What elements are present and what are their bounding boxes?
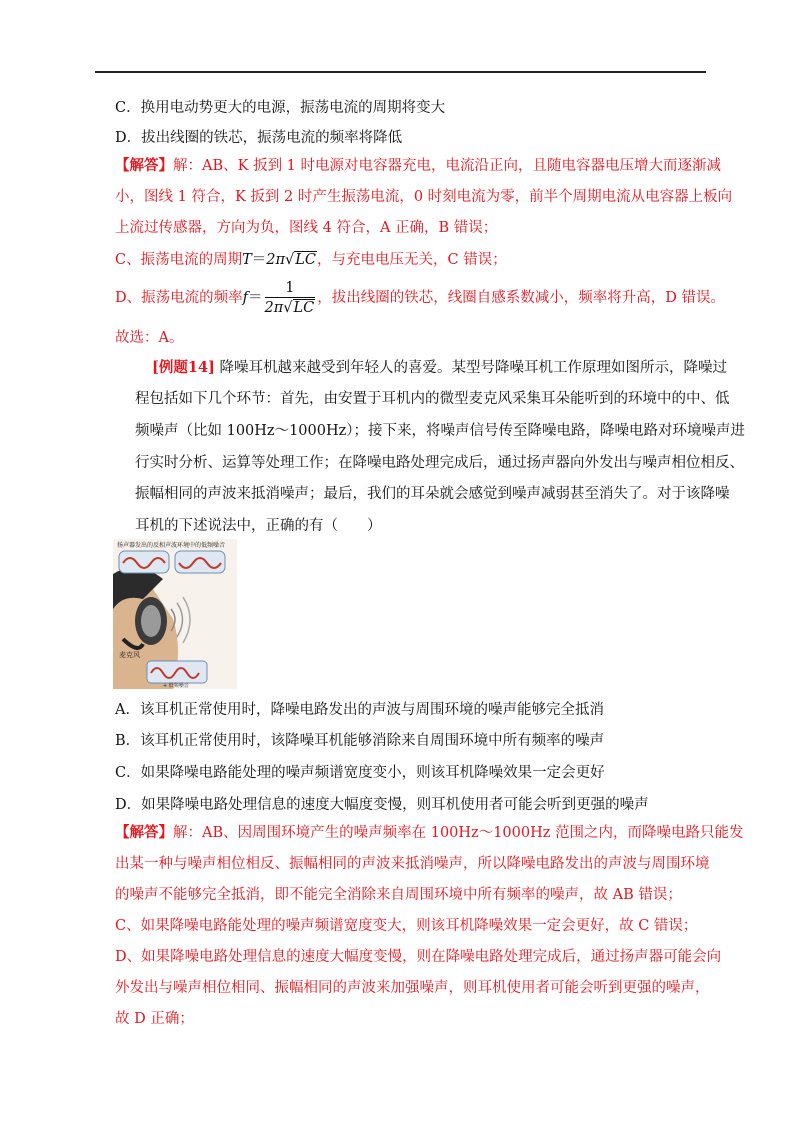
example-tag: [例题14] <box>152 359 215 376</box>
answer1-c-line <box>115 250 507 270</box>
figure-label-mic: 麦克风 <box>119 651 140 659</box>
frequency-formula: f＝ $\frac{1}{2\pi√LC}$ <box>242 279 315 316</box>
answer2-line4: C、如果降噪电路能处理的噪声频谱宽度变大，则该耳机降噪效果一定会更好，故 C 错误； <box>115 918 698 934</box>
header-rule <box>95 71 706 73</box>
figure-label-left: 扬声器发出的反相声波 <box>117 542 178 549</box>
noise-cancelling-headphone-figure <box>113 539 237 689</box>
figure-label-bottom: + 低频噪音 <box>163 683 189 689</box>
answer1-line1 <box>115 156 721 176</box>
answer2-line1: 【解答】解：AB、因周围环境产生的噪声频率在 100Hz～1000Hz 范围之内，而降噪电路只能发 <box>115 824 744 841</box>
option-a: A．该耳机正常使用时，降噪电路发出的声波与周围环境的噪声能够完全抵消 <box>115 702 604 718</box>
example-line3: 频噪声（比如 100Hz～1000Hz）；接下来，将噪声信号传至降噪电路，降噪电路对环境噪声进 <box>135 423 746 439</box>
example-line6: 耳机的下述说法中，正确的有（ ） <box>135 518 382 534</box>
answer1-choice: 故选：A。 <box>115 330 184 346</box>
answer1-line3: 上流过传感器，方向为负，图线 4 符合，A 正确，B 错误； <box>115 220 498 236</box>
example-line1: [例题14] 降噪耳机越来越受到年轻人的喜爱。某型号降噪耳机工作原理如图所示，降噪过 <box>152 359 728 376</box>
answer2-line6: 外发出与噪声相位相同、振幅相同的声波来加强噪声，则耳机使用者可能会听到更强的噪声， <box>115 980 710 996</box>
answer2-line7: 故 D 正确； <box>115 1011 194 1027</box>
period-formula: T＝2π√LC <box>242 252 317 268</box>
answer1-line2: 小，图线 1 符合，K 扳到 2 时产生振荡电流，0 时刻电流为零，前半个周期电流从电容器上板向 <box>115 189 733 205</box>
answer1-c-after: ，与充电电压无关，C 错误； <box>317 252 507 268</box>
answer1-d-before: D、振荡电流的频率 <box>115 290 243 306</box>
answer2-line5: D、如果降噪电路处理信息的速度大幅度变慢，则在降噪电路处理完成后，通过扬声器可能会向 <box>115 949 722 965</box>
answer2-line3: 的噪声不能够完全抵消，即不能完全消除来自周围环境中所有频率的噪声，故 AB 错误； <box>115 887 682 903</box>
figure-label-right: 环境中的低频噪音 <box>177 542 226 549</box>
answer2-line2: 出某一种与噪声相位相反、振幅相同的声波来抵消噪声，所以降噪电路发出的声波与周围环境 <box>115 856 710 872</box>
answer1-c-before: C、振荡电流的周期 <box>115 252 243 268</box>
option-c: C．如果降噪电路能处理的噪声频谱宽度变小，则该耳机降噪效果一定会更好 <box>115 765 605 781</box>
answer1-text1: 解：AB、K 扳到 1 时电源对电容器充电，电流沿正向，且随电容器电压增大而逐渐减 <box>173 158 722 174</box>
example-line2: 程包括如下几个环节：首先，由安置于耳机内的微型麦克风采集耳朵能听到的环境中的中、低 <box>135 391 730 407</box>
option-b: B．该耳机正常使用时，该降噪耳机能够消除来自周围环境中所有频率的噪声 <box>115 733 605 749</box>
answer2-tag: 【解答】 <box>115 824 173 841</box>
example-line4: 行实时分析、运算等处理工作；在降噪电路处理完成后，通过扬声器向外发出与噪声相位相反、 <box>135 455 744 471</box>
option-d-prev: D．拔出线圈的铁芯，振荡电流的频率将降低 <box>115 130 403 146</box>
answer1-d-after: ，拔出线圈的铁芯，线圈自感系数减小，频率将升高，D 错误。 <box>317 290 725 306</box>
answer1-d-line <box>115 278 725 318</box>
example-line5: 振幅相同的声波来抵消噪声；最后，我们的耳朵就会感觉到噪声减弱甚至消失了。对于该降噪 <box>135 486 730 502</box>
option-d: D．如果降噪电路处理信息的速度大幅度变慢，则耳机使用者可能会听到更强的噪声 <box>115 797 649 813</box>
option-c-prev: C．换用电动势更大的电源，振荡电流的周期将变大 <box>115 100 446 116</box>
answer-tag: 【解答】 <box>115 157 173 174</box>
